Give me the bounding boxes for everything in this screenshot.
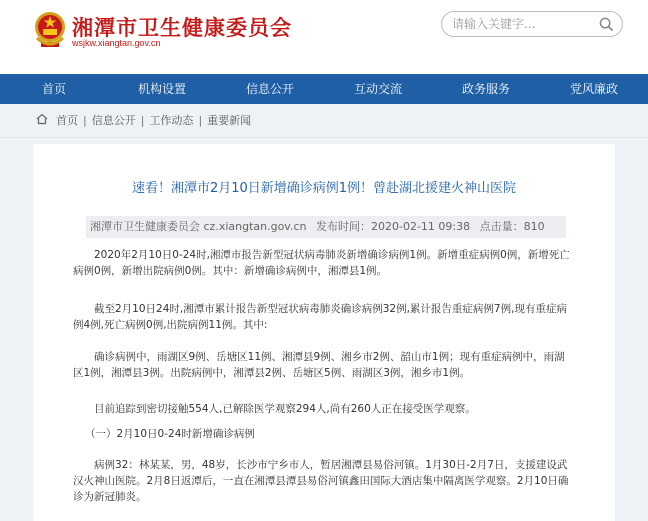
article-meta [86, 216, 566, 238]
nav-item-party-integrity[interactable]: 党风廉政 [569, 82, 618, 96]
main-nav [0, 74, 648, 104]
breadcrumb-separator: | [198, 114, 203, 127]
breadcrumb-work-news[interactable]: 工作动态 [149, 114, 194, 127]
article-source: 湘潭市卫生健康委员会 cz.xiangtan.gov.cn [90, 220, 307, 233]
breadcrumb-important-news[interactable]: 重要新闻 [207, 114, 252, 127]
site-header [0, 0, 648, 74]
nav-item-info-disclosure[interactable]: 信息公开 [245, 82, 294, 96]
article-click-count: 点击量：810 [479, 220, 545, 233]
breadcrumb [0, 104, 648, 138]
nav-item-services[interactable]: 政务服务 [461, 82, 510, 96]
breadcrumb-home[interactable]: 首页 [56, 114, 78, 127]
search-box[interactable] [441, 11, 623, 37]
site-domain: wsjkw.xiangtan.gov.cn [72, 38, 161, 48]
search-icon[interactable] [599, 17, 614, 32]
national-emblem-icon [33, 10, 67, 50]
article-paragraph: 目前追踪到密切接触554人,已解除医学观察294人,尚有260人正在接受医学观察。 [94, 403, 476, 415]
article-paragraph: 确诊病例中，雨湖区9例、岳塘区11例、湘潭县9例、湘乡市2例、韶山市1例；现有重症病例中，雨湖区1例，湘潭县3例。出院病例中，湘潭县2例、岳塘区5例、雨湖区3例，湘乡市1例。 [73, 351, 565, 379]
article-paragraph: 2020年2月10日0-24时,湘潭市报告新型冠状病毒肺炎新增确诊病例1例。新增重症病例0例，新增死亡病例0例，新增出院病例0例。其中：新增确诊病例中，湘潭县1例。 [73, 249, 570, 277]
breadcrumb-separator: | [83, 114, 87, 127]
nav-item-home[interactable]: 首页 [41, 82, 66, 96]
article-title: 速看！湘潭市2月10日新增确诊病例1例！曾赴湖北援建火神山医院 [131, 181, 517, 196]
breadcrumb-separator: | [140, 114, 145, 127]
article-subheading: （一）2月10日0-24时新增确诊病例 [85, 428, 255, 440]
nav-item-organization[interactable]: 机构设置 [137, 82, 186, 96]
article-paragraph: 病例32：林某某，男，48岁，长沙市宁乡市人，暂居湘潭县易俗河镇。1月30日-2月7日，支援建设武汉火神山医院。2月8日返潭后，一直在湘潭县潭县易俗河镇鑫田国际大酒店集中隔离医学观察。2月10日确诊为新冠肺炎。 [73, 459, 569, 503]
nav-item-interaction[interactable]: 互动交流 [353, 82, 402, 96]
breadcrumb-info-disclosure[interactable]: 信息公开 [91, 114, 136, 127]
home-icon[interactable] [36, 113, 48, 125]
article-paragraph: 截至2月10日24时,湘潭市累计报告新型冠状病毒肺炎确诊病例32例,累计报告重症病例7例,现有重症病例4例,死亡病例0例,出院病例11例。其中: [73, 303, 567, 331]
site-title[interactable]: 湘潭市卫生健康委员会 [72, 16, 292, 40]
article-publish-time: 发布时间：2020-02-11 09:38 [315, 220, 471, 233]
search-input[interactable] [452, 15, 592, 33]
article-panel [33, 144, 615, 521]
